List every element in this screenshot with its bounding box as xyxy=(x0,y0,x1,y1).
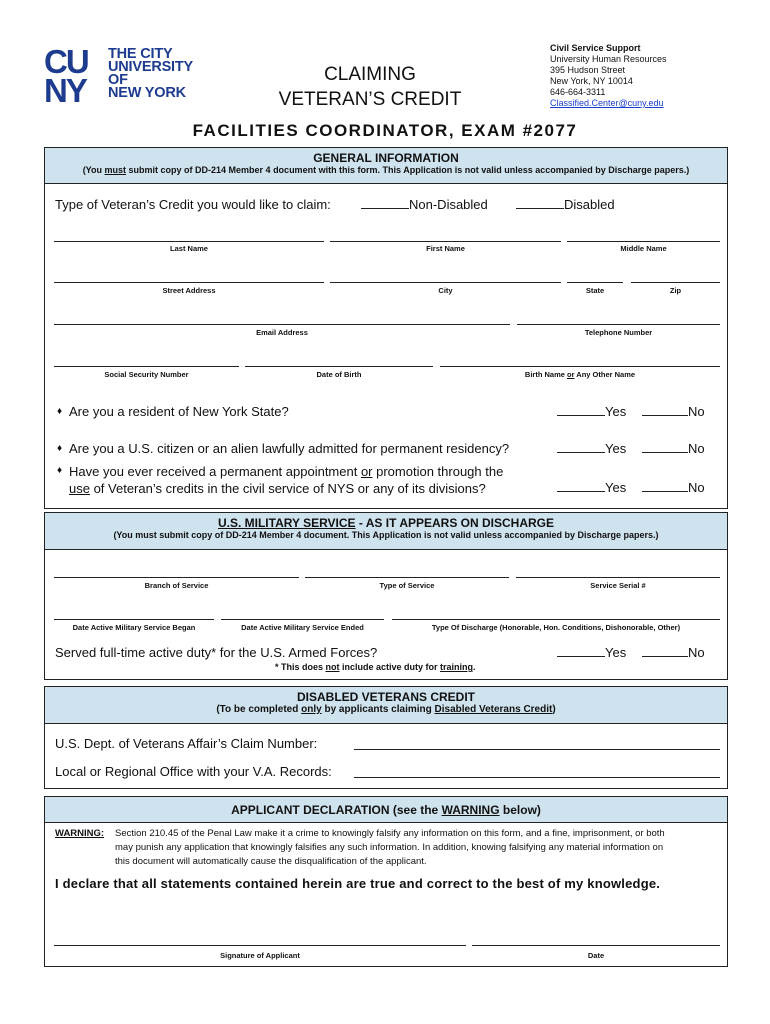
email-link[interactable]: Classified.Center@cuny.edu xyxy=(550,98,664,108)
contact-address xyxy=(550,43,667,109)
address-phone: 646-664-3311 xyxy=(550,87,606,97)
declaration-section-header xyxy=(45,797,727,823)
disabled-note: (To be completed only by applicants claiming Disabled Veterans Credit) xyxy=(216,704,556,715)
dob-label: Date of Birth xyxy=(316,370,362,379)
appointment-no[interactable]: No xyxy=(642,480,705,495)
signature-label: Signature of Applicant xyxy=(220,951,300,960)
military-section-header xyxy=(45,513,727,550)
address-line: New York, NY 10014 xyxy=(550,76,633,86)
bullet-icon: ♦ xyxy=(57,406,63,417)
discharge-label: Type Of Discharge (Honorable, Hon. Conditions, Dishonorable, Other) xyxy=(431,623,681,632)
resident-question: Are you a resident of New York State? xyxy=(69,404,289,419)
active-duty-no[interactable]: No xyxy=(642,645,705,660)
middle-name-label: Middle Name xyxy=(620,244,667,253)
address-line: University Human Resources xyxy=(550,54,667,64)
warning-label: WARNING: xyxy=(55,828,105,839)
branch-label: Branch of Service xyxy=(144,581,209,590)
branch-field[interactable] xyxy=(54,577,299,578)
serial-field[interactable] xyxy=(516,577,720,578)
logo-letters-ny: NY xyxy=(44,72,86,104)
dob-field[interactable] xyxy=(245,366,433,367)
cuny-logo-mark xyxy=(44,46,106,104)
bullet-icon: ♦ xyxy=(57,465,63,476)
warning-line: Section 210.45 of the Penal Law make it a crime to knowingly falsify any information on this form, and a fine, imprisonment, or both xyxy=(115,828,665,839)
last-name-label: Last Name xyxy=(170,244,208,253)
active-duty-question: Served full-time active duty* for the U.S. Armed Forces? xyxy=(55,645,378,660)
claim-number-field[interactable] xyxy=(354,749,720,750)
warning-line: may punish any application that knowingly falsifies any such information. In addition, knowing falsifying any material information on xyxy=(115,842,664,853)
bullet-icon: ♦ xyxy=(57,443,63,454)
active-duty-yes[interactable]: Yes xyxy=(557,645,626,660)
document-title xyxy=(270,62,470,112)
appointment-yes[interactable]: Yes xyxy=(557,480,626,495)
birth-name-label: Birth Name or Any Other Name xyxy=(524,370,636,379)
ssn-label: Social Security Number xyxy=(104,370,189,379)
logo-line: NEW YORK xyxy=(108,85,186,101)
non-disabled-option[interactable]: Non-Disabled xyxy=(361,197,488,212)
date-ended-label: Date Active Military Service Ended xyxy=(241,623,364,632)
state-label: State xyxy=(585,286,605,295)
general-note: (You must submit copy of DD-214 Member 4 document with this form. This Application is not valid unless accompanied by Discharge papers.) xyxy=(82,165,690,175)
serial-label: Service Serial # xyxy=(590,581,646,590)
service-type-label: Type of Service xyxy=(379,581,435,590)
address-line: 395 Hudson Street xyxy=(550,65,626,75)
citizen-question: Are you a U.S. citizen or an alien lawfully admitted for permanent residency? xyxy=(69,441,510,456)
disabled-heading: DISABLED VETERANS CREDIT xyxy=(296,690,475,704)
first-name-label: First Name xyxy=(426,244,465,253)
address-dept: Civil Service Support xyxy=(550,43,641,53)
general-section-header xyxy=(45,148,727,184)
telephone-label: Telephone Number xyxy=(584,328,653,337)
exam-title: FACILITIES COORDINATOR, EXAM #2077 xyxy=(192,121,578,140)
date-label: Date xyxy=(587,951,605,960)
date-began-field[interactable] xyxy=(54,619,214,620)
title-line-2: VETERAN’S CREDIT xyxy=(278,89,462,110)
warning-line: this document will automatically cause the disqualification of the applicant. xyxy=(115,856,427,867)
military-note: (You must submit copy of DD-214 Member 4 document. This Application is not valid unless accompanied by Discharge papers.) xyxy=(113,530,659,540)
date-ended-field[interactable] xyxy=(221,619,384,620)
street-address-field[interactable] xyxy=(54,282,324,283)
email-label: Email Address xyxy=(256,328,308,337)
declaration-statement: I declare that all statements contained herein are true and correct to the best of my knowledge. xyxy=(55,876,661,891)
warning-text xyxy=(115,827,725,869)
telephone-field[interactable] xyxy=(517,324,720,325)
email-field[interactable] xyxy=(54,324,510,325)
logo-line: UNIVERSITY xyxy=(108,59,194,75)
state-field[interactable] xyxy=(567,282,623,283)
title-line-1: CLAIMING xyxy=(324,64,416,85)
declaration-heading: APPLICANT DECLARATION (see the WARNING below) xyxy=(231,803,541,817)
military-heading: U.S. MILITARY SERVICE - AS IT APPEARS ON DISCHARGE xyxy=(217,516,555,530)
city-label: City xyxy=(438,286,453,295)
middle-name-field[interactable] xyxy=(567,241,720,242)
birth-name-field[interactable] xyxy=(440,366,720,367)
discharge-type-field[interactable] xyxy=(392,619,720,620)
resident-no[interactable]: No xyxy=(642,404,705,419)
disabled-section-header xyxy=(45,687,727,724)
claim-number-label: U.S. Dept. of Veterans Affair’s Claim Number: xyxy=(55,736,318,751)
logo-line: OF xyxy=(108,72,128,88)
credit-type-question: Type of Veteran’s Credit you would like to claim: xyxy=(55,197,331,212)
street-label: Street Address xyxy=(162,286,216,295)
logo-wordmark xyxy=(108,48,193,100)
disabled-option[interactable]: Disabled xyxy=(516,197,615,212)
citizen-no[interactable]: No xyxy=(642,441,705,456)
first-name-field[interactable] xyxy=(330,241,561,242)
ssn-field[interactable] xyxy=(54,366,239,367)
logo-letters-cu: CU xyxy=(44,46,88,80)
last-name-field[interactable] xyxy=(54,241,324,242)
city-field[interactable] xyxy=(330,282,561,283)
date-field[interactable] xyxy=(472,945,720,946)
va-office-field[interactable] xyxy=(354,777,720,778)
date-began-label: Date Active Military Service Began xyxy=(72,623,196,632)
zip-field[interactable] xyxy=(631,282,720,283)
resident-yes[interactable]: Yes xyxy=(557,404,626,419)
service-type-field[interactable] xyxy=(305,577,509,578)
logo-line: THE CITY xyxy=(108,46,173,62)
zip-label: Zip xyxy=(669,286,682,295)
general-heading: GENERAL INFORMATION xyxy=(313,151,459,165)
va-office-label: Local or Regional Office with your V.A. Records: xyxy=(55,764,332,779)
signature-field[interactable] xyxy=(54,945,466,946)
appointment-question: Have you ever received a permanent appointment or promotion through the use of Veteran’s credits in the civil service of NYS or any of its divisions? xyxy=(69,464,504,496)
active-duty-footnote: * This does not include active duty for training. xyxy=(275,662,476,672)
citizen-yes[interactable]: Yes xyxy=(557,441,626,456)
